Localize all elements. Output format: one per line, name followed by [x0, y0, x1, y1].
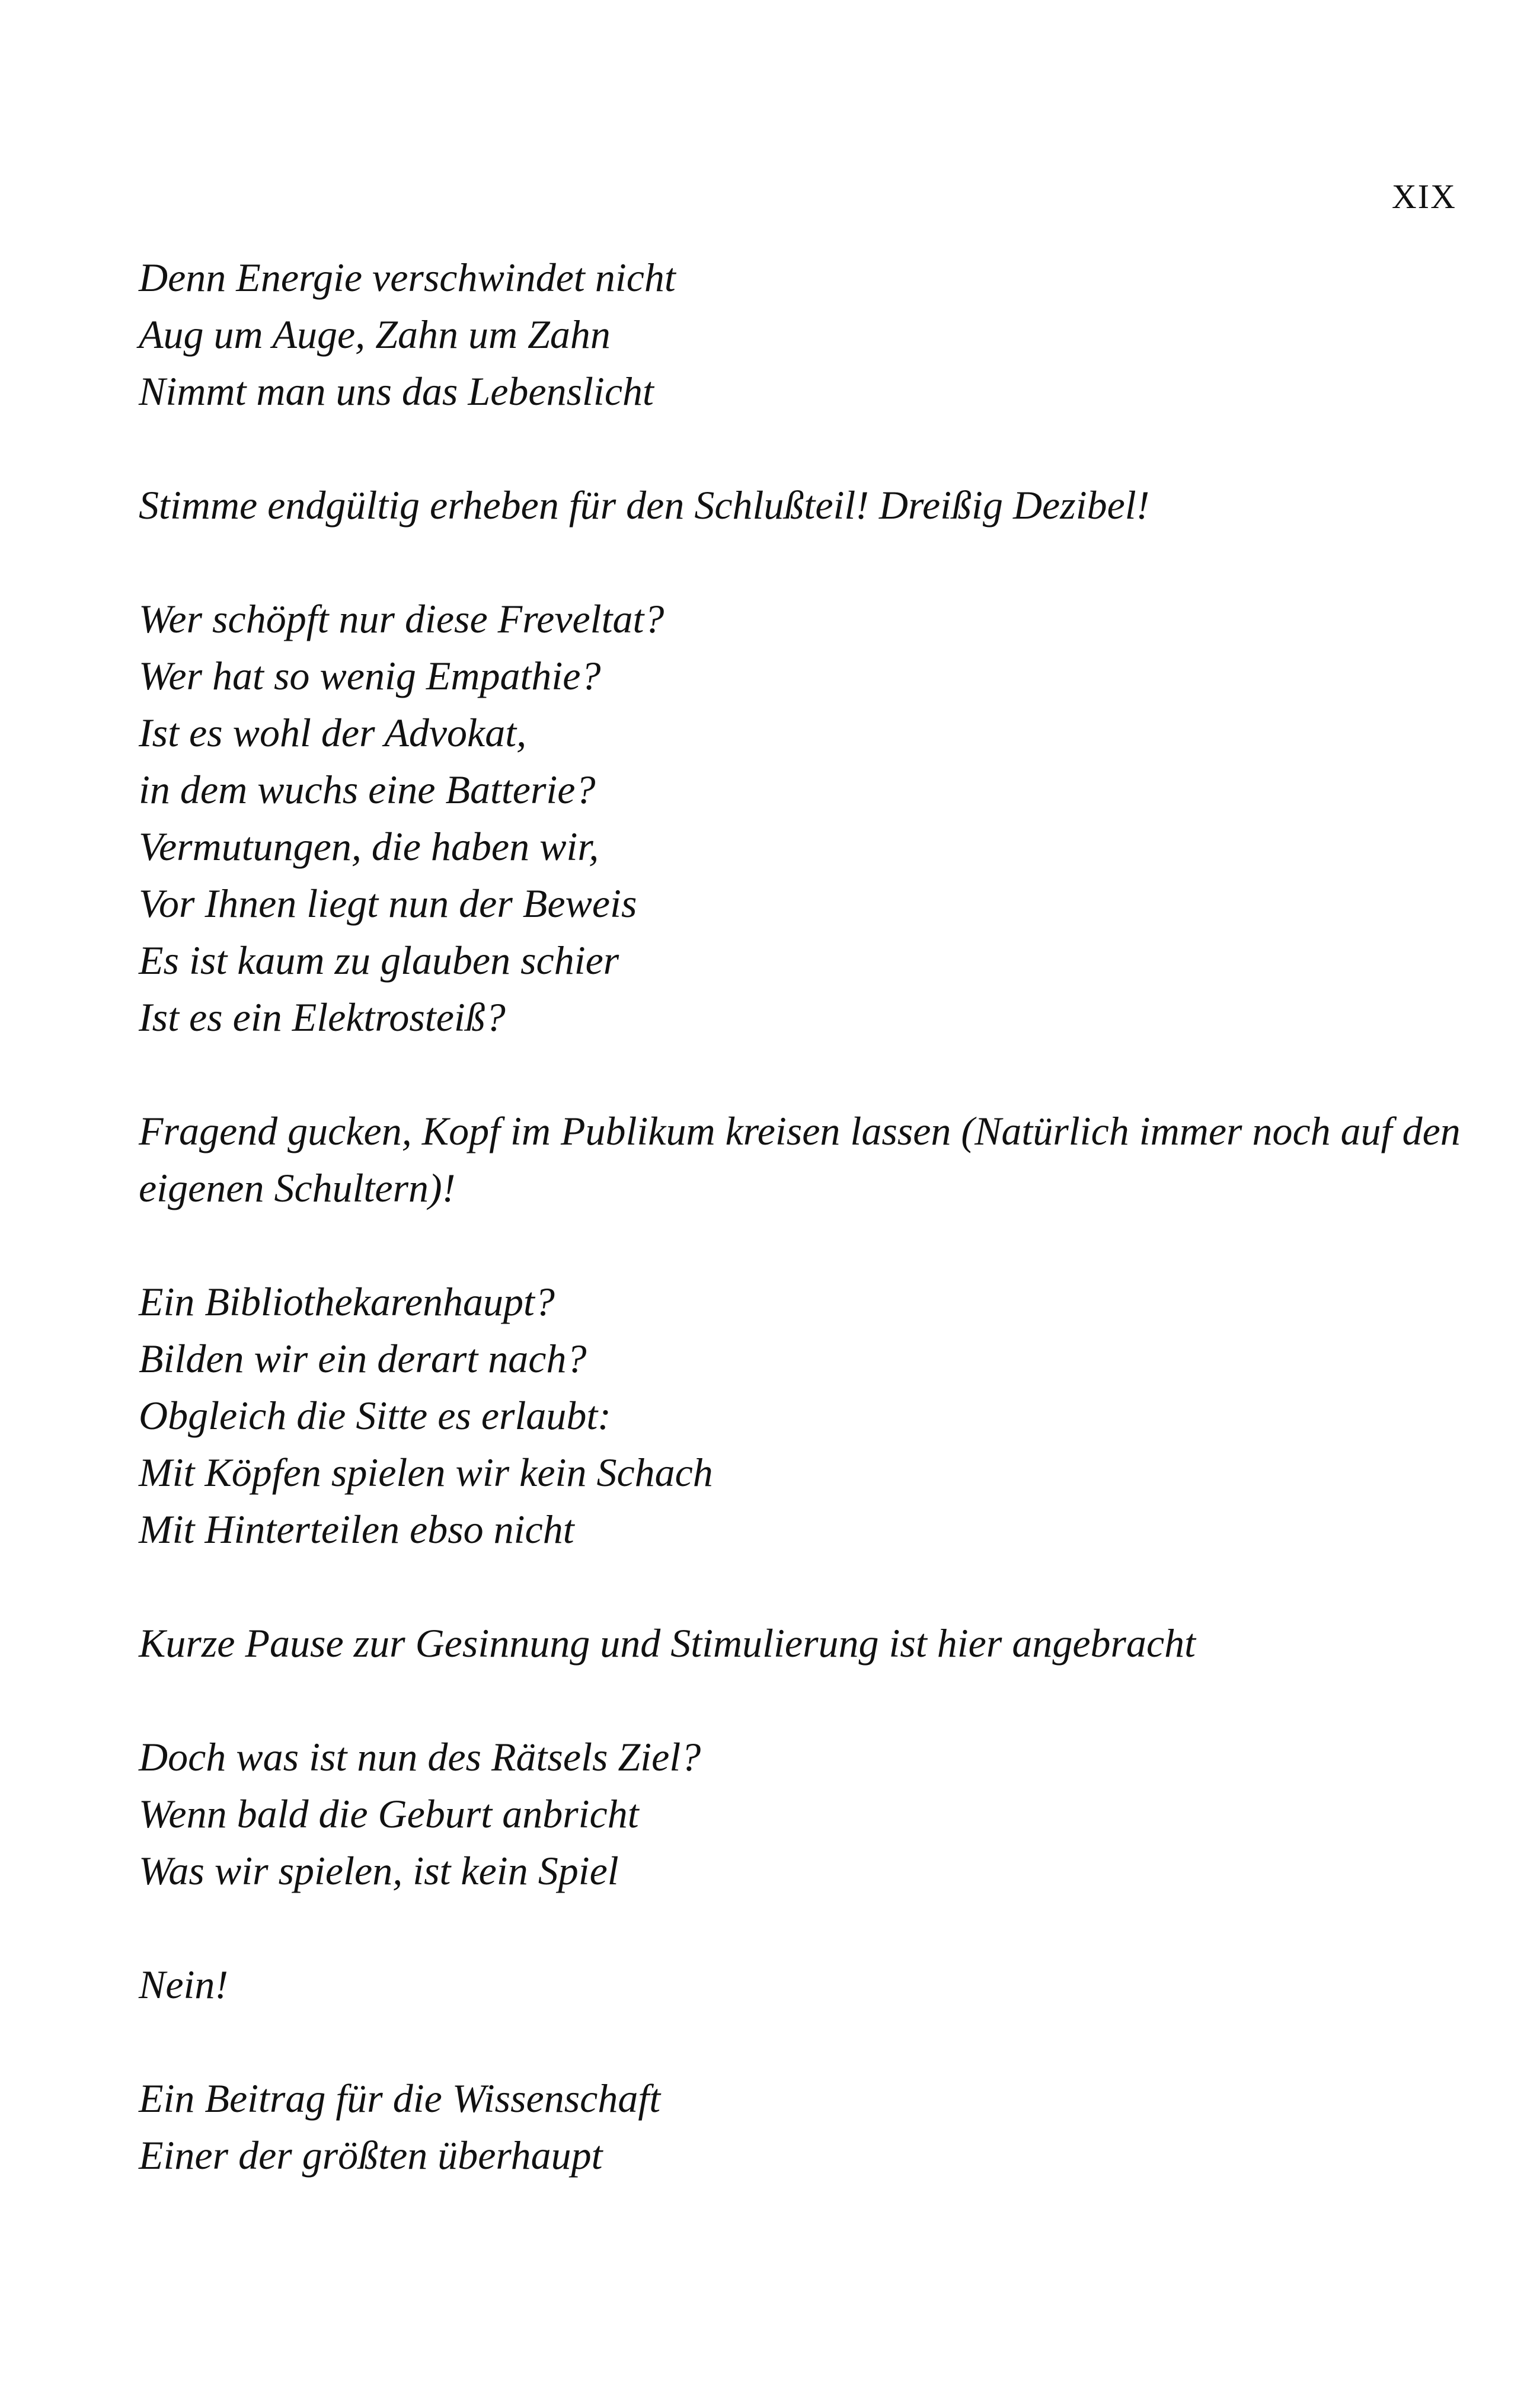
- verse-line: Nein!: [139, 1962, 229, 2007]
- verse-line: Ein Bibliothekarenhaupt?: [139, 1279, 555, 1324]
- stage-direction-line: Stimme endgültig erheben für den Schlußteil! Dreißig Dezibel!: [139, 482, 1150, 528]
- verse-line: Aug um Auge, Zahn um Zahn: [139, 312, 611, 357]
- verse-line: Was wir spielen, ist kein Spiel: [139, 1848, 619, 1893]
- stanza-wissenschaft: [139, 2070, 1461, 2184]
- verse-line: Ein Beitrag für die Wissenschaft: [139, 2076, 661, 2121]
- verse-line: Wenn bald die Geburt anbricht: [139, 1791, 639, 1836]
- verse-line: Wer schöpft nur diese Freveltat?: [139, 596, 664, 641]
- verse-line: Denn Energie verschwindet nicht: [139, 255, 676, 300]
- verse-line: Wer hat so wenig Empathie?: [139, 653, 601, 698]
- stage-direction: [139, 1102, 1461, 1216]
- verse-line: Ist es wohl der Advokat,: [139, 710, 527, 755]
- stage-direction: [139, 1615, 1461, 1672]
- verse-line: Es ist kaum zu glauben schier: [139, 938, 619, 983]
- stanza-bibliothekar: [139, 1273, 1461, 1558]
- stanza-raetsel: [139, 1728, 1461, 1899]
- stage-direction-line: Fragend gucken, Kopf im Publikum kreisen lassen (Natürlich immer noch auf den eigenen Schultern)!: [139, 1108, 1461, 1210]
- stage-direction: [139, 477, 1461, 533]
- verse-line: Einer der größten überhaupt: [139, 2133, 603, 2178]
- stage-direction-line: Kurze Pause zur Gesinnung und Stimulierung ist hier angebracht: [139, 1621, 1196, 1666]
- stanza-energie: [139, 249, 1461, 420]
- stanza-nein: [139, 1956, 1461, 2013]
- page-number: XIX: [1391, 177, 1456, 216]
- verse-line: Ist es ein Elektrosteiß?: [139, 995, 506, 1040]
- stanza-freveltat: [139, 590, 1461, 1046]
- verse-line: Bilden wir ein derart nach?: [139, 1336, 587, 1381]
- poem-text: [139, 249, 1461, 2241]
- verse-line: in dem wuchs eine Batterie?: [139, 767, 596, 812]
- verse-line: Obgleich die Sitte es erlaubt:: [139, 1393, 611, 1438]
- verse-line: Mit Köpfen spielen wir kein Schach: [139, 1450, 713, 1495]
- verse-line: Doch was ist nun des Rätsels Ziel?: [139, 1734, 701, 1779]
- verse-line: Vor Ihnen liegt nun der Beweis: [139, 881, 637, 926]
- verse-line: Vermutungen, die haben wir,: [139, 824, 599, 869]
- verse-line: Nimmt man uns das Lebenslicht: [139, 369, 654, 414]
- verse-line: Mit Hinterteilen ebso nicht: [139, 1507, 574, 1552]
